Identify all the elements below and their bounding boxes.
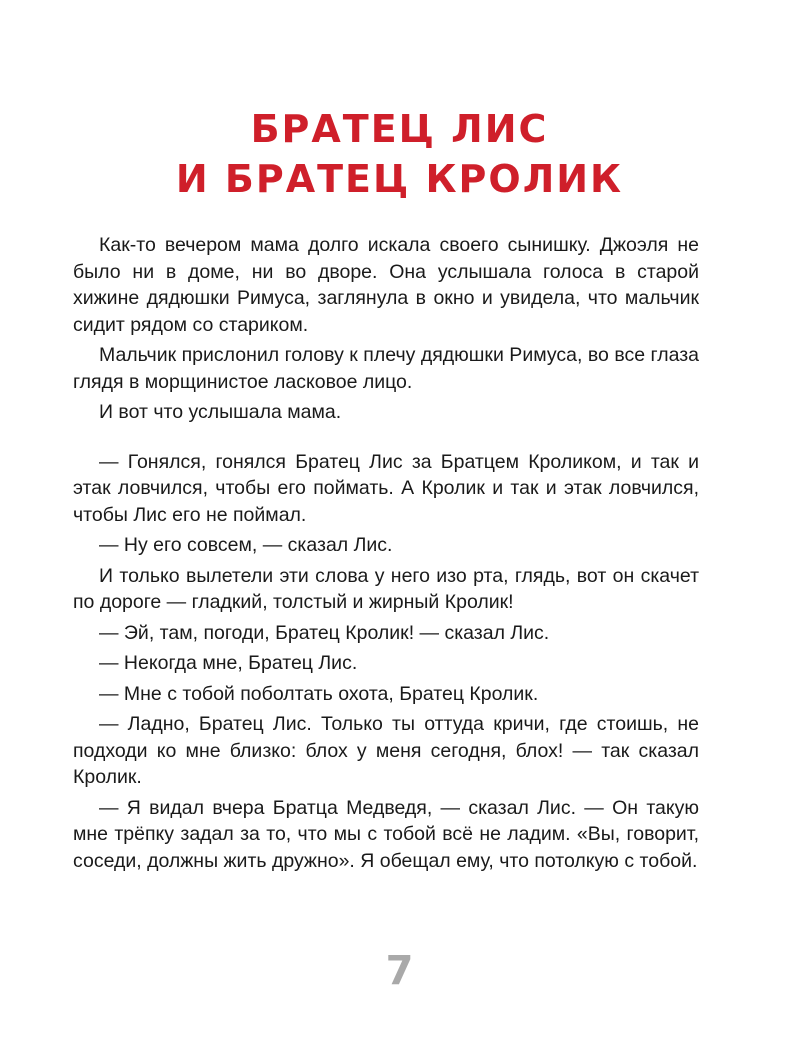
paragraph: И только вылетели эти слова у него изо рта, глядь, вот он скачет по дороге — гладкий, толстый и жирный Кролик! [73,564,699,613]
page-number: 7 [385,948,414,994]
paragraph: И вот что услышала мама. [99,401,342,423]
title-line-1: БРАТЕЦ ЛИС [250,107,549,151]
paragraph: — Некогда мне, Братец Лис. [99,652,358,674]
paragraph: Мальчик прислонил голову к плечу дядюшки Римуса, во все глаза глядя в морщинистое ласковое лицо. [73,344,699,393]
page-title [0,104,799,204]
paragraph: Как-то вечером мама долго искала своего сынишку. Джоэля не было ни в доме, ни во дворе. Она услышала голоса в старой хижине дядюшки Римуса, заглянула в окно и увидела, что мальчик сидит рядом со стариком. [73,234,699,336]
title-line-2: И БРАТЕЦ КРОЛИК [175,157,624,201]
story-text [73,232,699,878]
paragraph: — Эй, там, погоди, Братец Кролик! — сказал Лис. [99,621,550,644]
paragraph: — Гонялся, гонялся Братец Лис за Братцем Кроликом, и так и этак ловчился, чтобы его поймать. А Кролик и так и этак ловчился, чтобы Лис его не поймал. [73,450,699,526]
paragraph: — Ну его совсем, — сказал Лис. [99,534,393,556]
paragraph: — Ладно, Братец Лис. Только ты оттуда кричи, где стоишь, не подходи ко мне близко: блох у меня сегодня, блох! — так сказал Кролик. [73,713,699,788]
paragraph: — Я видал вчера Братца Медведя, — сказал Лис. — Он такую мне трёпку задал за то, что мы с тобой всё не ладим. «Вы, говорит, соседи, должны жить дружно». Я обещал ему, что потолкую с тобой. [73,796,699,872]
paragraph: — Мне с тобой поболтать охота, Братец Кролик. [99,682,539,705]
